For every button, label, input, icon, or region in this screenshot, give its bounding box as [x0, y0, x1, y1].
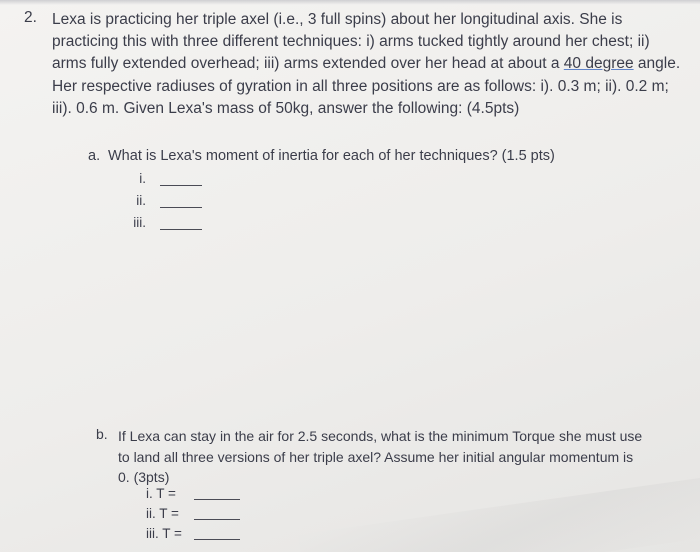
part-b-item-1-label: i. T = — [146, 486, 176, 501]
part-b-line-2: to land all three versions of her triple axel? Assume her initial angular momentum is — [118, 448, 634, 465]
part-a-item-1-label: i. — [139, 171, 146, 186]
part-b-line-3: 0. (3pts) — [118, 469, 170, 485]
part-b-answer-blank-1[interactable] — [194, 499, 240, 500]
part-b-answer-blank-3[interactable] — [194, 539, 240, 540]
part-b-item-2-label: ii. T = — [146, 506, 179, 521]
part-b-answer-blank-2[interactable] — [194, 519, 240, 520]
part-a-answer-blank-3[interactable] — [160, 229, 202, 230]
part-b-question — [118, 426, 678, 488]
question-line-3-start: arms fully extended overhead; iii) arms extended over her head at about a — [52, 55, 564, 73]
top-edge-line — [0, 0, 700, 5]
question-line-2: practicing this with three different techniques: i) arms tucked tightly around her chest; ii) — [52, 33, 650, 51]
question-line-4: Her respective radiuses of gyration in all three positions are as follows: i). 0.3 m; ii). 0.2 m; — [52, 77, 669, 95]
part-a-answer-blank-2[interactable] — [160, 207, 202, 208]
part-b-item-3-label: iii. T = — [146, 526, 182, 541]
part-a-question: What is Lexa's moment of inertia for each of her techniques? (1.5 pts) — [108, 148, 555, 164]
part-b-line-1: If Lexa can stay in the air for 2.5 seconds, what is the minimum Torque she must use — [118, 428, 643, 444]
part-a-answer-blank-1[interactable] — [160, 185, 202, 186]
underlined-angle: 40 degree — [563, 55, 634, 73]
part-a-item-2-label: ii. — [136, 193, 146, 208]
question-line-3-end: angle. — [633, 55, 681, 73]
part-a-item-3-label: iii. — [133, 215, 146, 230]
question-line-5: iii). 0.6 m. Given Lexa's mass of 50kg, answer the following: (4.5pts) — [52, 99, 520, 117]
question-number: 2. — [24, 9, 37, 26]
question-line-3 — [52, 53, 692, 75]
question-line-1: Lexa is practicing her triple axel (i.e., 3 full spins) about her longitudinal axis. She is — [52, 11, 623, 28]
part-b-label: b. — [96, 426, 108, 442]
question-text — [52, 9, 692, 120]
part-a-label: a. — [88, 148, 101, 164]
